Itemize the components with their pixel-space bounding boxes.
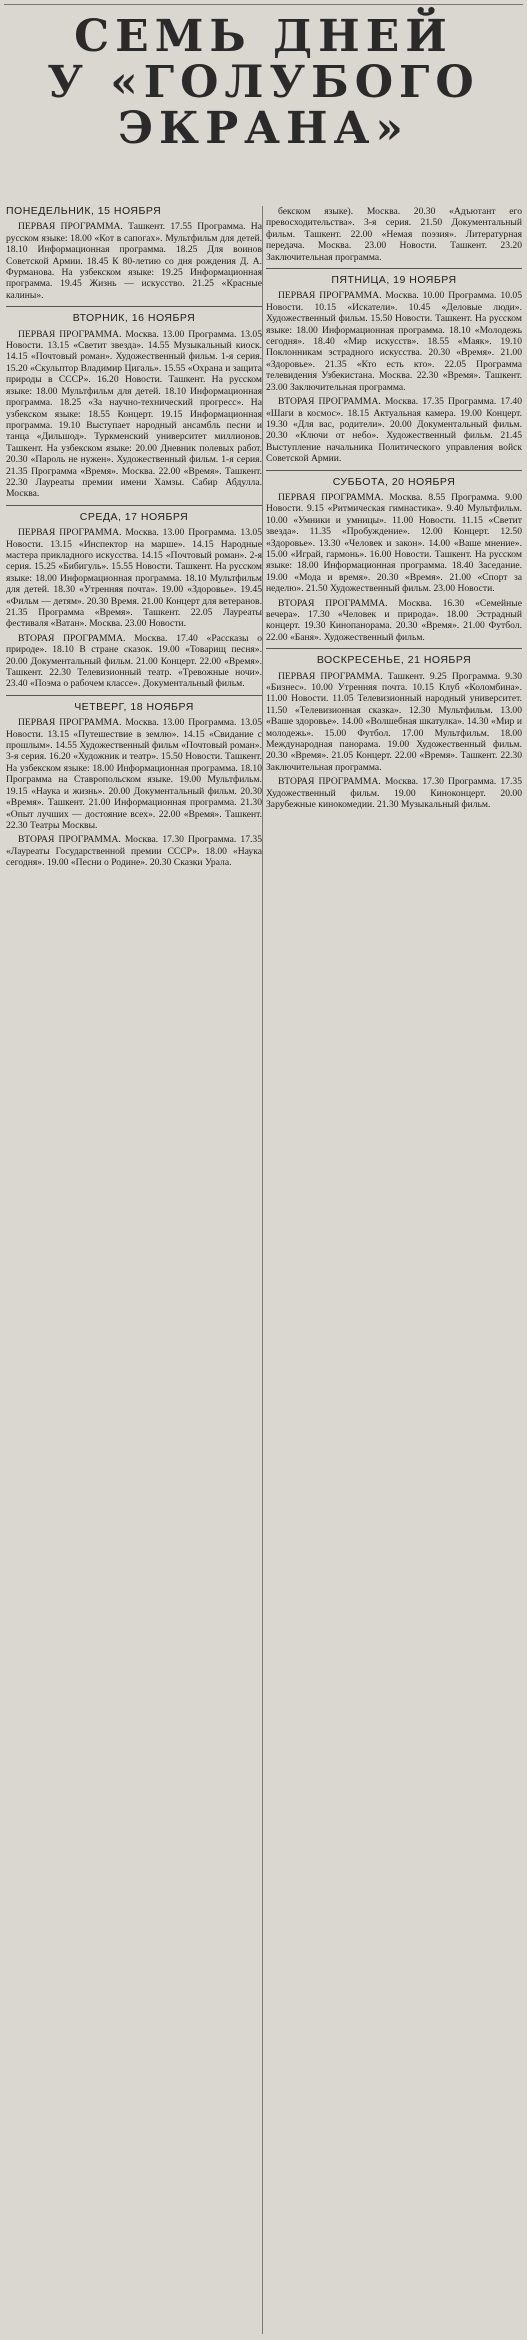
left-column xyxy=(6,206,262,2334)
day-heading-tuesday: ВТОРНИК, 16 НОЯБРЯ xyxy=(72,312,196,325)
listing-friday-program-1: ПЕРВАЯ ПРОГРАММА. Москва. 10.00 Программа. 10.05 Новости. 10.15 «Искатели». 10.45 «Деловые люди». Художественный фильм. 15.50 Новости. Ташкент. На русском языке: 18.00 Информационная программа. 18.10 «Молодежь сегодня». 18.40 «Мир искусств». 18.55 «Маяк». 19.10 Поклонникам эстрадного искусства. 20.30 «Время». 21.00 «Здоровье». 21.35 «Кто есть кто». 22.05 Программа телевидения Узбекистана. Москва. 22.30 «Время». Ташкент. 23.00 Заключительная программа. xyxy=(266,290,522,393)
day-heading-wednesday: СРЕДА, 17 НОЯБРЯ xyxy=(79,510,189,523)
section-rule xyxy=(6,695,262,696)
listing-thursday-program-1: ПЕРВАЯ ПРОГРАММА. Москва. 13.00 Программа. 13.05 Новости. 13.15 «Путешествие в землю». 14.15 «Свидание с прошлым». 14.55 Художественный фильм «Почтовый роман». 3-я серия. 16.20 «Художник и театр». 15.50 Новости. Ташкент. На узбекском языке: 18.00 Информационная программа. 18.10 Программа на Ставропольском языке. 19.00 Мультфильм. 19.15 «Наука и жизнь». 20.00 Документальный фильм. 20.30 «Время». Ташкент. 21.00 Информационная программа. 21.30 «Опыт лучших — достояние всех». 22.00 «Время». Ташкент. 22.30 Театры Москвы. xyxy=(6,717,262,831)
listing-monday-continued: бекском языке). Москва. 20.30 «Адъютант его превосходительства». 3-я серия. 21.50 Документальный фильм. Ташкент. 22.00 «Немая поэзия». Литературная передача. Москва. 23.00 Новости. Ташкент. 23.20 Заключительная программа. xyxy=(266,206,522,263)
listing-saturday-program-1: ПЕРВАЯ ПРОГРАММА. Москва. 8.55 Программа. 9.00 Новости. 9.15 «Ритмическая гимнастика». 9.40 Мультфильм. 10.00 «Умники и умницы». 11.00 Новости. 11.15 «Светит звезда». 11.35 «Пробуждение». 12.00 Концерт. 12.50 «Здоровье». 13.30 «Человек и закон». 14.00 «Ваше мнение». 15.00 «Играй, гармонь». 16.00 Новости. Ташкент. На русском языке: 18.00 Информационная программа. 18.40 Заседание. 19.00 «Мода и время». 20.30 «Время». 21.00 «Спорт за неделю». 21.50 Художественный фильм. 23.00 Новости. xyxy=(266,491,522,595)
listing-tuesday-program-1: ПЕРВАЯ ПРОГРАММА. Москва. 13.00 Программа. 13.05 Новости. 13.15 «Светит звезда». 14.55 Музыкальный киоск. 14.15 «Почтовый роман». Художественный фильм. 1-я серия. 15.20 «Скульптор Владимир Цигаль». 15.55 «Охрана и защита природы в СССР». 16.20 Новости. Ташкент. На русском языке: 18.00 Мультфильм для детей. 18.10 Информационная программа. 18.25 «За научно-технический прогресс». На узбекском языке: 18.55 Концерт. 19.15 Информационная программа. 19.10 Выступает народный ансамбль песни и танца «Дильшод». Туркменский университет миллионов. Ташкент. На узбекском языке: 20.00 Дневник полевых работ. 20.30 «Пароль не нужен». Художественный фильм. 1-я серия. 21.35 Программа «Время». Москва. 22.00 «Время». Ташкент. 22.30 Лауреаты премии имени Хамзы. Сабир Абдулла. Москва. xyxy=(6,328,262,500)
listing-wednesday-program-1: ПЕРВАЯ ПРОГРАММА. Москва. 13.00 Программа. 13.05 Новости. 13.15 «Инспектор на марше». 14.15 Народные мастера прикладного искусства. 14.15 «Почтовый роман». 2-я серия. 15.25 «Бибигуль». 15.55 Новости. Ташкент. На русском языке: 18.00 Информационная программа. 18.10 Мультфильм для детей. 18.30 «Утренняя почта». 19.00 «Здоровье». 19.45 «Фильм — детям». 20.30 Время. 21.00 Концерт для ветеранов. 21.35 Программа «Время». Ташкент. 22.05 Лауреаты фестиваля «Ватан». Москва. 23.00 Новости. xyxy=(6,527,262,630)
section-rule xyxy=(266,648,522,649)
section-rule xyxy=(266,470,522,471)
right-column xyxy=(266,206,522,2334)
headline-line-1: СЕМЬ ДНЕЙ xyxy=(74,11,453,62)
column-divider xyxy=(262,206,263,2334)
listing-thursday-program-2: ВТОРАЯ ПРОГРАММА. Москва. 17.30 Программа. 17.35 «Лауреаты Государственной премии СССР». 18.00 «Наука сегодня». 19.00 «Песни о Родине». 20.30 Сказки Урала. xyxy=(6,834,262,869)
day-heading-sunday: ВОСКРЕСЕНЬЕ, 21 НОЯБРЯ xyxy=(316,654,472,667)
listing-monday-program-1: ПЕРВАЯ ПРОГРАММА. Ташкент. 17.55 Программа. На русском языке: 18.00 «Кот в сапогах». Мультфильм для детей. 18.10 Информационная программа. 18.25 Для воинов Советской Армии. 18.45 К 80-летию со дня рождения Д. А. Фурманова. На узбекском языке: 19.25 Информационная программа. 19.45 Жизнь — искусство. 21.25 «Красные калины». xyxy=(6,221,262,301)
section-rule xyxy=(6,306,262,307)
listing-wednesday-program-2: ВТОРАЯ ПРОГРАММА. Москва. 17.40 «Рассказы о природе». 18.10 В стране сказок. 19.00 «Товарищ песня». 20.00 Документальный фильм. 21.00 Концерт. 22.00 «Время». Ташкент. 22.30 Телевизионный театр. «Тревожные ночи». 23.40 «Поэма о рабочем классе». Документальный фильм. xyxy=(6,632,262,690)
top-rule xyxy=(4,4,523,5)
listing-sunday-program-1: ПЕРВАЯ ПРОГРАММА. Ташкент. 9.25 Программа. 9.30 «Бизнес». 10.00 Утренняя почта. 10.15 Клуб «Коломбина». 11.00 Новости. 11.05 Телевизионный народный университет. 11.50 «Телевизионная сказка». 12.30 Мультфильм. 13.00 «Ваше здоровье». 14.00 «Волшебная шкатулка». 14.30 «Мир и молодежь». 15.00 Футбол. 17.00 Мультфильм. 18.00 Международная панорама. 19.00 Художественный фильм. 20.30 «Время». 21.05 Концерт. 22.00 «Время». Ташкент. 22.30 Заключительная программа. xyxy=(266,670,522,773)
day-heading-thursday: ЧЕТВЕРГ, 18 НОЯБРЯ xyxy=(74,700,194,713)
headline-line-2: У «ГОЛУБОГО xyxy=(47,57,480,108)
section-rule xyxy=(266,268,522,269)
day-heading-saturday: СУББОТА, 20 НОЯБРЯ xyxy=(332,475,456,488)
section-rule xyxy=(6,505,262,506)
day-heading-friday: ПЯТНИЦА, 19 НОЯБРЯ xyxy=(331,274,457,287)
listing-sunday-program-2: ВТОРАЯ ПРОГРАММА. Москва. 17.30 Программа. 17.35 Художественный фильм. 19.00 Киноконцерт. 20.00 Зарубежные кинокомедии. 21.30 Музыкальный фильм. xyxy=(266,776,522,811)
listing-saturday-program-2: ВТОРАЯ ПРОГРАММА. Москва. 16.30 «Семейные вечера». 17.30 «Человек и природа». 18.00 Эстрадный концерт. 19.30 Кинопанорама. 20.30 «Время». 21.00 Футбол. 22.00 «Баня». Художественный фильм. xyxy=(266,597,522,643)
day-heading-monday: ПОНЕДЕЛЬНИК, 15 НОЯБРЯ xyxy=(6,206,162,217)
headline xyxy=(4,11,523,202)
listing-friday-program-2: ВТОРАЯ ПРОГРАММА. Москва. 17.35 Программа. 17.40 «Шаги в космос». 18.15 Актуальная камера. 19.00 Концерт. 19.30 «Для вас, родители». 20.00 Документальный фильм. 20.30 «Ключи от небо». Художественный фильм. 21.45 Выступление начальника Политического управления войск Советской Армии. xyxy=(266,396,522,465)
headline-line-3: ЭКРАНА» xyxy=(118,103,409,154)
